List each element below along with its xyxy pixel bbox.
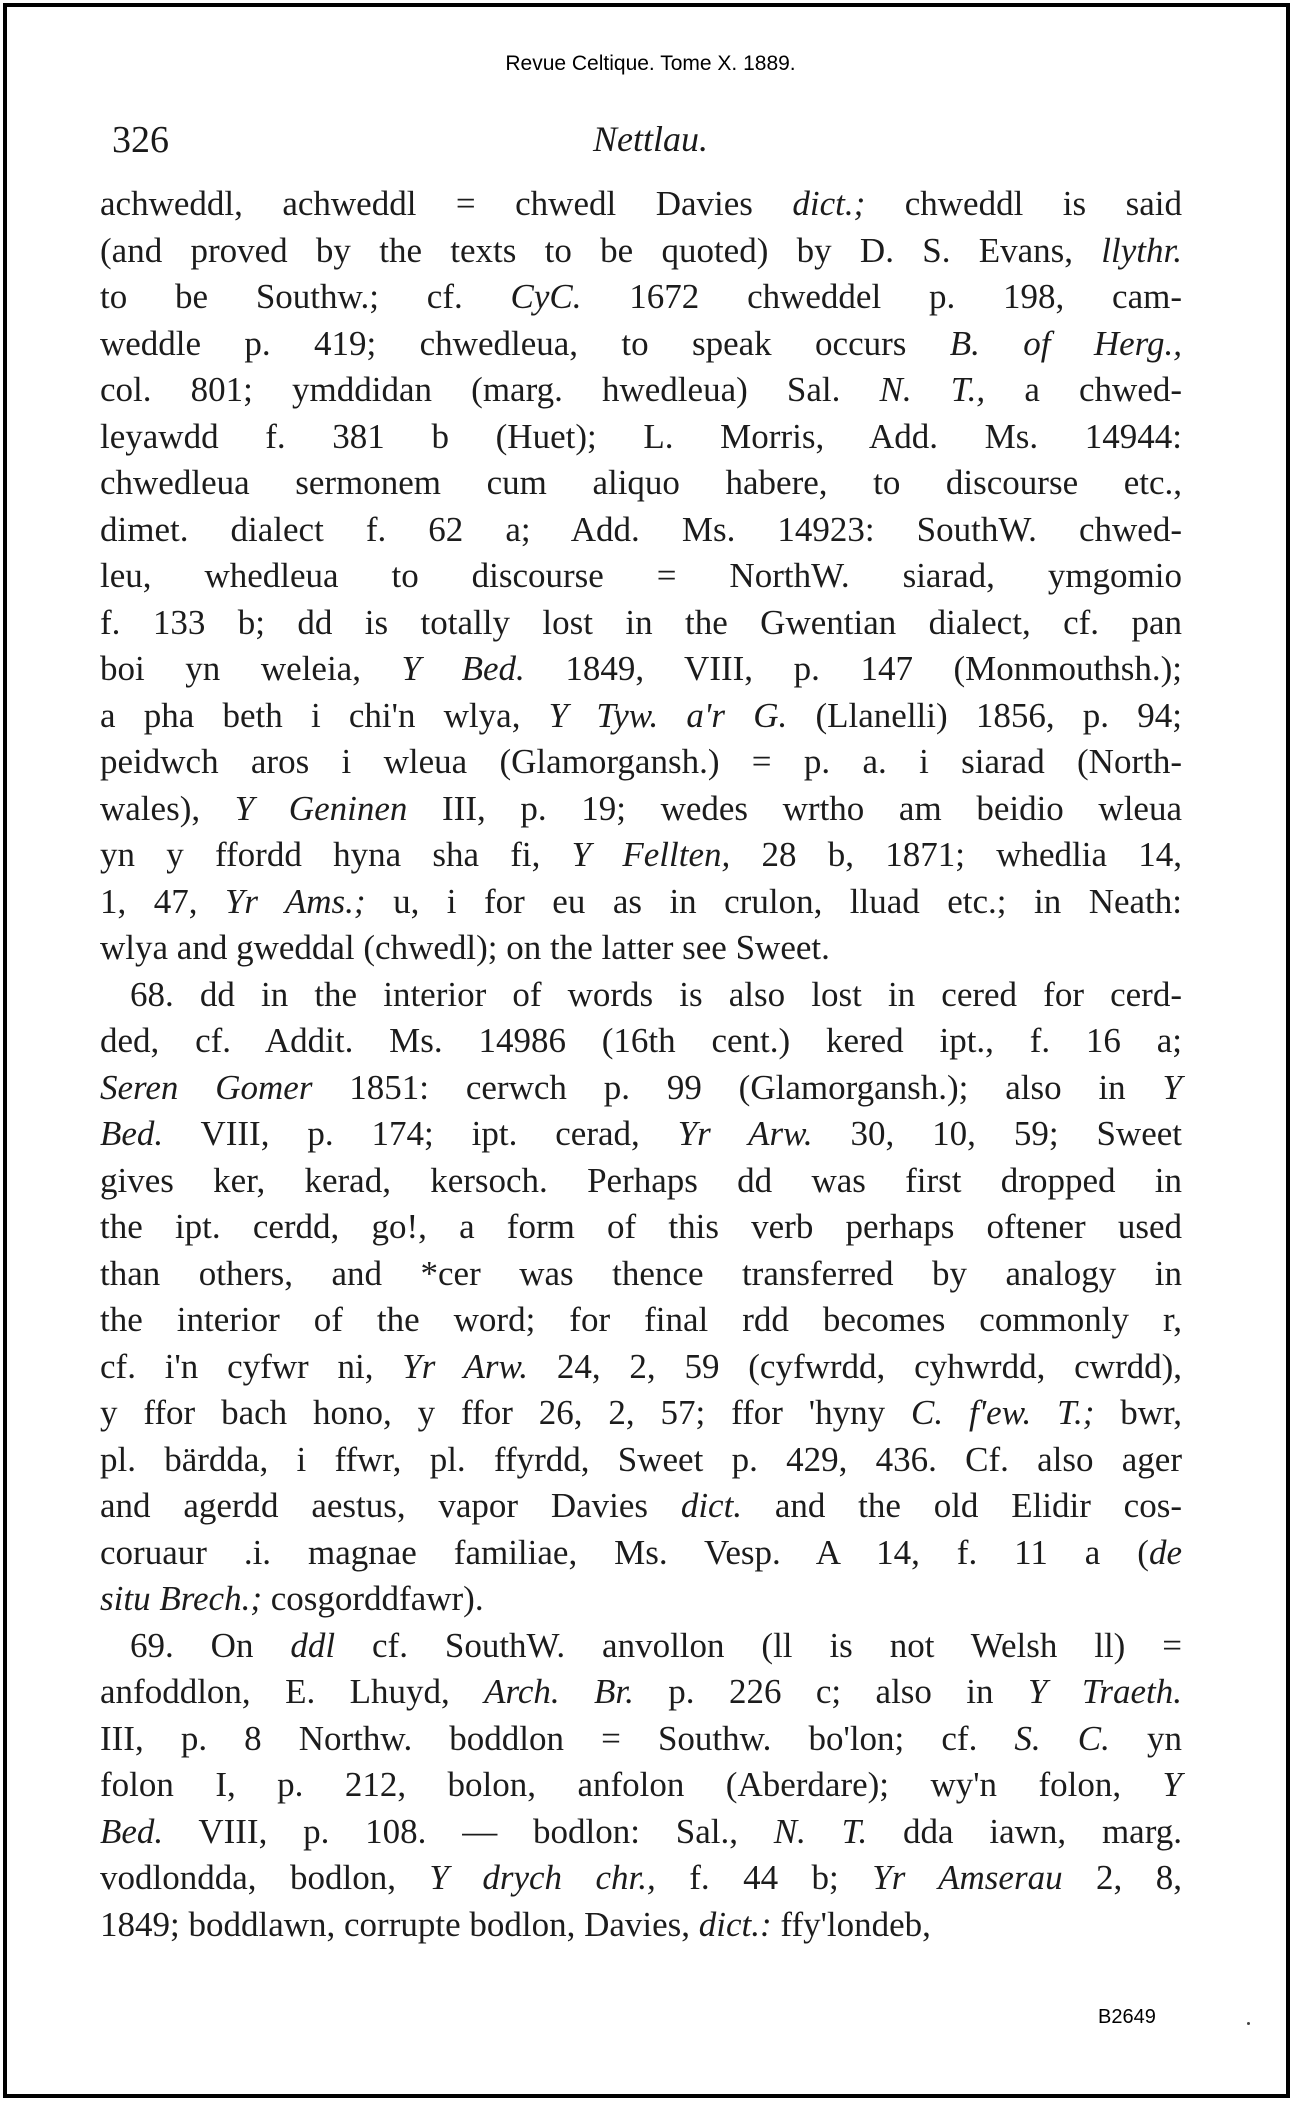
- text-run: cf. SouthW. anvollon (ll is not Welsh ll) =: [335, 1625, 1182, 1665]
- text-line: [100, 1437, 1182, 1484]
- text-run: than others, and *cer was thence transferred by analogy in: [100, 1253, 1182, 1293]
- text-run: (Llanelli) 1856, p. 94;: [787, 695, 1182, 735]
- text-line: [100, 507, 1182, 554]
- italic-text: N. T.,: [879, 370, 986, 409]
- text-run: y ffor bach hono, y ffor 26, 2, 57; ffor 'hyny: [100, 1393, 911, 1432]
- text-run: the interior of the word; for final rdd becomes commonly r,: [100, 1300, 1182, 1339]
- text-run: col. 801; ymddidan (marg. hwedleua) Sal.: [100, 370, 880, 409]
- italic-text: Y: [1162, 1067, 1182, 1107]
- text-run: cf. i'n cyfwr ni,: [100, 1346, 403, 1386]
- text-line: [100, 1390, 1182, 1437]
- text-line: [100, 693, 1182, 740]
- italic-text: Yr Arw.: [677, 1114, 813, 1153]
- text-line: [100, 1762, 1182, 1809]
- italic-text: Y Fellten,: [571, 835, 731, 874]
- italic-text: Y Tyw. a'r G.: [548, 695, 788, 735]
- text-run: to be Southw.; cf.: [100, 277, 511, 316]
- text-run: bwr,: [1094, 1393, 1182, 1432]
- text-line: [100, 832, 1182, 879]
- text-run: f. 133 b; dd is totally lost in the Gwentian dialect, cf. pan: [100, 602, 1182, 642]
- italic-text: Seren Gomer: [100, 1067, 313, 1107]
- text-line: [100, 1576, 1182, 1623]
- text-run: 24, 2, 59 (cyfwrdd, cyhwrdd, cwrdd),: [528, 1346, 1182, 1386]
- running-head: Nettlau.: [593, 119, 708, 159]
- text-run: 1672 chweddel p. 198, cam-: [581, 277, 1182, 316]
- text-run: wlya and gweddal (chwedl); on the latter see Sweet.: [100, 928, 830, 967]
- text-run: and the old Elidir cos-: [742, 1486, 1182, 1525]
- italic-text: dict.;: [792, 184, 866, 223]
- text-line: [100, 321, 1182, 368]
- body-text: [100, 181, 1182, 1948]
- text-line: [100, 1297, 1182, 1344]
- margin-dot: [1247, 2022, 1250, 2025]
- text-run: and agerdd aestus, vapor Davies: [100, 1486, 681, 1525]
- catalog-id: B2649: [1098, 2006, 1156, 2028]
- italic-text: Y Geninen: [234, 788, 408, 828]
- text-run: 1, 47,: [100, 881, 225, 921]
- text-run: 28 b, 1871; whedlia 14,: [730, 835, 1182, 874]
- text-run: 2, 8,: [1062, 1858, 1182, 1897]
- text-run: leu, whedleua to discourse = NorthW. siarad, ymgomio: [100, 556, 1182, 595]
- text-run: 69. On: [130, 1625, 291, 1665]
- text-run: a chwed-: [985, 370, 1183, 409]
- text-line: [100, 972, 1182, 1019]
- text-line: [100, 739, 1182, 786]
- text-run: 1849; boddlawn, corrupte bodlon, Davies,: [100, 1904, 699, 1944]
- text-run: gives ker, kerad, kersoch. Perhaps dd was first dropped in: [100, 1160, 1182, 1200]
- italic-text: Arch. Br.: [484, 1672, 634, 1711]
- text-line: [100, 367, 1182, 414]
- text-line: [100, 1669, 1182, 1716]
- text-line: [100, 1809, 1182, 1856]
- text-run: anfoddlon, E. Lhuyd,: [100, 1672, 485, 1711]
- text-run: III, p. 8 Northw. boddlon = Southw. bo'lon; cf.: [100, 1718, 1015, 1758]
- text-line: [100, 1344, 1182, 1391]
- text-run: ffy'londeb,: [771, 1904, 931, 1944]
- text-line: [100, 1018, 1182, 1065]
- text-run: 68. dd in the interior of words is also lost in cered for cerd-: [130, 974, 1182, 1014]
- text-line: [100, 1065, 1182, 1112]
- text-run: 30, 10, 59; Sweet: [812, 1114, 1182, 1153]
- text-run: pl. bärdda, i ffwr, pl. ffyrdd, Sweet p. 429, 436. Cf. also ager: [100, 1439, 1182, 1479]
- text-run: dimet. dialect f. 62 a; Add. Ms. 14923: SouthW. chwed-: [100, 509, 1182, 549]
- text-run: folon I, p. 212, bolon, anfolon (Aberdare); wy'n folon,: [100, 1765, 1163, 1804]
- text-run: yn: [1109, 1718, 1182, 1758]
- text-run: leyawdd f. 381 b (Huet); L. Morris, Add. Ms. 14944:: [100, 416, 1182, 456]
- italic-text: Y drych chr.,: [429, 1858, 656, 1897]
- text-run: cosgorddfawr).: [262, 1579, 484, 1618]
- italic-text: dict.: [680, 1486, 743, 1525]
- text-line: [100, 1716, 1182, 1763]
- text-line: [100, 600, 1182, 647]
- text-line: [100, 553, 1182, 600]
- text-run: coruaur .i. magnae familiae, Ms. Vesp. A 14, f. 11 a (: [100, 1532, 1149, 1572]
- text-run: chwedleua sermonem cum aliquo habere, to discourse etc.,: [100, 463, 1182, 502]
- italic-text: de: [1148, 1532, 1182, 1572]
- text-run: VIII, p. 174; ipt. cerad,: [163, 1114, 678, 1153]
- text-run: p. 226 c; also in: [633, 1672, 1028, 1711]
- text-run: a pha beth i chi'n wlya,: [100, 695, 549, 735]
- text-line: [100, 925, 1182, 972]
- text-line: [100, 879, 1182, 926]
- text-run: boi yn weleia,: [100, 649, 402, 688]
- italic-text: ddl: [290, 1625, 336, 1665]
- text-line: [100, 1111, 1182, 1158]
- italic-text: Yr Ams.;: [224, 881, 366, 921]
- text-line: [100, 228, 1182, 275]
- italic-text: Y: [1162, 1765, 1182, 1804]
- text-line: [100, 274, 1182, 321]
- text-run: (and proved by the texts to be quoted) by D. S. Evans,: [100, 230, 1102, 270]
- text-run: yn y ffordd hyna sha fi,: [100, 835, 572, 874]
- text-run: u, i for eu as in crulon, lluad etc.; in Neath:: [365, 881, 1183, 921]
- text-run: III, p. 19; wedes wrtho am beidio wleua: [407, 788, 1182, 828]
- text-line: [100, 646, 1182, 693]
- text-run: 1849, VIII, p. 147 (Monmouthsh.);: [524, 649, 1182, 688]
- text-line: [100, 181, 1182, 228]
- italic-text: Bed.: [100, 1811, 164, 1851]
- text-line: [100, 460, 1182, 507]
- text-run: 1851: cerwch p. 99 (Glamorgansh.); also in: [312, 1067, 1163, 1107]
- italic-text: Y Traeth.: [1027, 1672, 1182, 1711]
- italic-text: C. f'ew. T.;: [910, 1393, 1095, 1432]
- text-run: weddle p. 419; chwedleua, to speak occurs: [100, 323, 950, 363]
- text-line: [100, 414, 1182, 461]
- source-citation: Revue Celtique. Tome X. 1889.: [505, 52, 796, 75]
- text-run: peidwch aros i wleua (Glamorgansh.) = p. a. i siarad (North-: [100, 742, 1182, 781]
- italic-text: dict.:: [698, 1904, 772, 1944]
- text-line: [100, 1623, 1182, 1670]
- text-line: [100, 786, 1182, 833]
- text-line: [100, 1158, 1182, 1205]
- text-run: ded, cf. Addit. Ms. 14986 (16th cent.) kered ipt., f. 16 a;: [100, 1021, 1182, 1060]
- text-run: VIII, p. 108. — bodlon: Sal.,: [163, 1811, 774, 1851]
- text-line: [100, 1251, 1182, 1298]
- text-run: the ipt. cerdd, go!, a form of this verb perhaps oftener used: [100, 1207, 1182, 1246]
- text-line: [100, 1483, 1182, 1530]
- italic-text: llythr.: [1101, 230, 1182, 270]
- text-run: dda iawn, marg.: [867, 1811, 1182, 1851]
- italic-text: Bed.: [100, 1114, 164, 1153]
- italic-text: B. of Herg.,: [949, 323, 1182, 363]
- text-line: [100, 1902, 1182, 1949]
- text-line: [100, 1855, 1182, 1902]
- text-run: achweddl, achweddl = chwedl Davies: [100, 184, 793, 223]
- page-number: 326: [112, 119, 169, 161]
- italic-text: S. C.: [1014, 1718, 1110, 1758]
- italic-text: Y Bed.: [401, 649, 525, 688]
- italic-text: N. T.: [773, 1811, 868, 1851]
- text-run: f. 44 b;: [655, 1858, 873, 1897]
- text-run: wales),: [100, 788, 235, 828]
- italic-text: CyC.: [510, 277, 582, 316]
- italic-text: Yr Arw.: [402, 1346, 529, 1386]
- italic-text: Yr Amserau: [872, 1858, 1063, 1897]
- text-run: vodlondda, bodlon,: [100, 1858, 430, 1897]
- italic-text: situ Brech.;: [100, 1579, 262, 1618]
- text-run: chweddl is said: [865, 184, 1182, 223]
- text-line: [100, 1204, 1182, 1251]
- text-line: [100, 1530, 1182, 1577]
